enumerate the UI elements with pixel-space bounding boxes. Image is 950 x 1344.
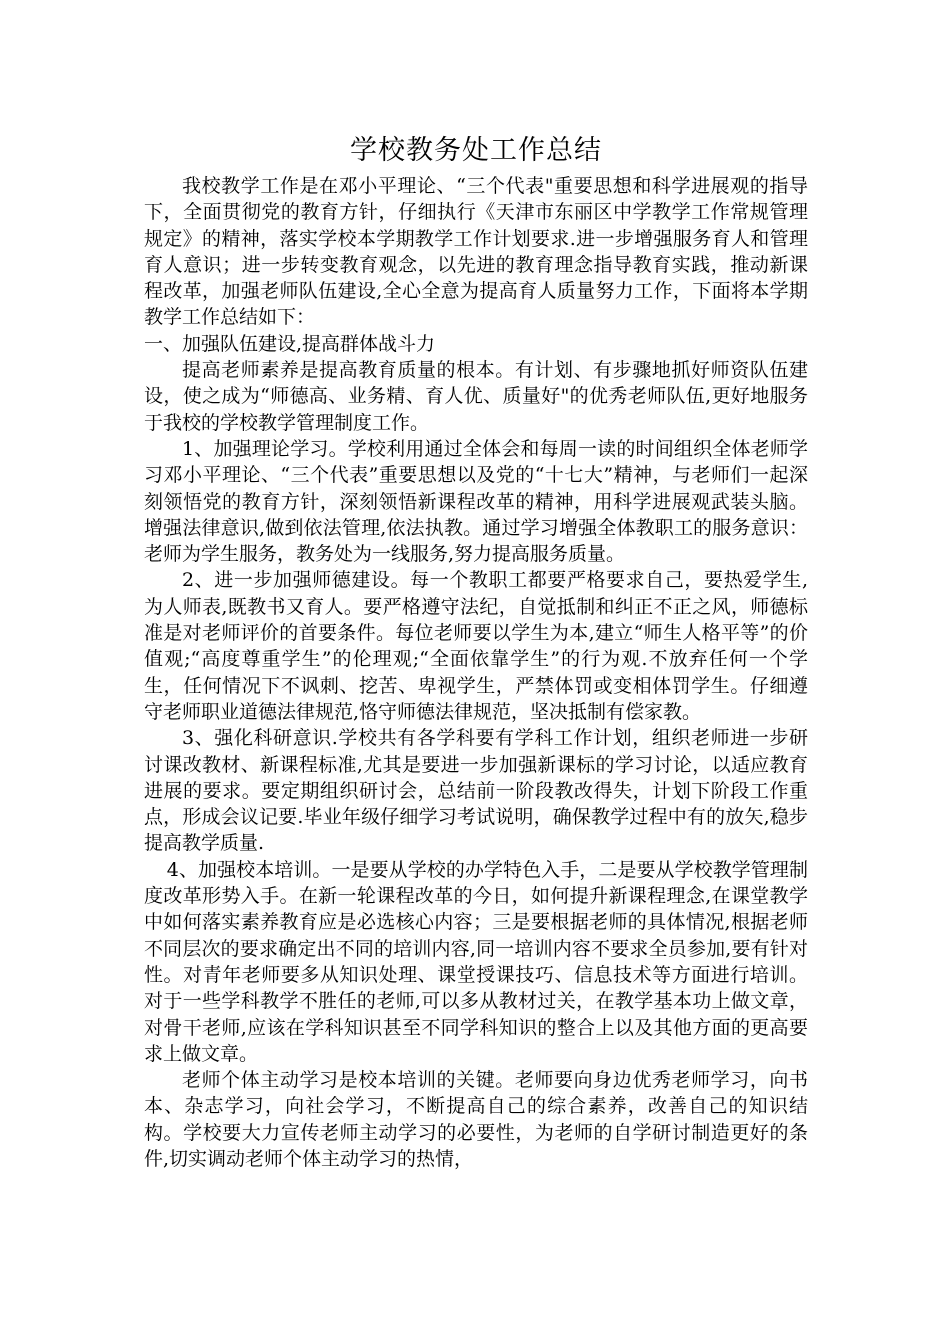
document-body — [144, 133, 808, 1172]
body-paragraph: 4、加强校本培训。一是要从学校的办学特色入手，二是要从学校教学管理制度改革形势入手。在新一轮课程改革的今日，如何提升新课程理念,在课堂教学中如何落实素养教育应是必选核心内容；三是要根据老师的具体情况,根据老师不同层次的要求确定出不同的培训内容,同一培训内容不要求全员参加,要有针对性。对青年老师要多从知识处理、课堂授课技巧、信息技术等方面进行培训。对于一些学科教学不胜任的老师,可以多从教材过关，在教学基本功上做文章，对骨干老师,应该在学科知识甚至不同学科知识的整合上以及其他方面的更高要求上做文章。 — [144, 858, 808, 1065]
intro-paragraph: 我校教学工作是在邓小平理论、“三个代表"重要思想和科学进展观的指导下，全面贯彻党的教育方针，仔细执行《天津市东丽区中学教学工作常规管理规定》的精神，落实学校本学期教学工作计划要求.进一步增强服务育人和管理育人意识；进一步转变教育观念，以先进的教育理念指导教育实践，推动新课程改革，加强老师队伍建设,全心全意为提高育人质量努力工作，下面将本学期教学工作总结如下： — [144, 175, 808, 329]
document-title: 学校教务处工作总结 — [350, 135, 602, 166]
section-heading: 一、加强队伍建设,提高群体战斗力 — [144, 332, 436, 355]
body-paragraph: 老师个体主动学习是校本培训的关键。老师要向身边优秀老师学习，向书本、杂志学习，向社会学习，不断提高自己的综合素养，改善自己的知识结构。学校要大力宣传老师主动学习的必要性，为老师的自学研讨制造更好的条件,切实调动老师个体主动学习的热情， — [144, 1069, 808, 1170]
body-paragraph: 1、加强理论学习。学校利用通过全体会和每周一读的时间组织全体老师学习邓小平理论、“三个代表”重要思想以及党的“十七大”精神，与老师们一起深刻领悟党的教育方针，深刻领悟新课程改革的精神，用科学进展观武装头脑。增强法律意识,做到依法管理,依法执教。通过学习增强全体教职工的服务意识：老师为学生服务，教务处为一线服务,努力提高服务质量。 — [144, 437, 808, 566]
body-paragraph: 提高老师素养是提高教育质量的根本。有计划、有步骤地抓好师资队伍建设，使之成为“师德高、业务精、育人优、质量好"的优秀老师队伍,更好地服务于我校的学校教学管理制度工作。 — [144, 359, 808, 434]
body-paragraph: 2、进一步加强师德建设。每一个教职工都要严格要求自己，要热爱学生,为人师表,既教书又育人。要严格遵守法纪，自觉抵制和纠正不正之风，师德标准是对老师评价的首要条件。每位老师要以学生为本,建立“师生人格平等”的价值观;“高度尊重学生”的伦理观;“全面依靠学生”的行为观.不放弃任何一个学生，任何情况下不讽刺、挖苦、卑视学生，严禁体罚或变相体罚学生。仔细遵守老师职业道德法律规范,恪守师德法律规范，坚决抵制有偿家教。 — [144, 569, 808, 723]
body-paragraph: 3、强化科研意识.学校共有各学科要有学科工作计划，组织老师进一步研讨课改教材、新课程标准,尤其是要进一步加强新课标的学习讨论，以适应教育进展的要求。要定期组织研讨会，总结前一阶段教改得失，计划下阶段工作重点，形成会议记要.毕业年级仔细学习考试说明，确保教学过程中有的放矢,稳步提高教学质量. — [144, 727, 808, 855]
